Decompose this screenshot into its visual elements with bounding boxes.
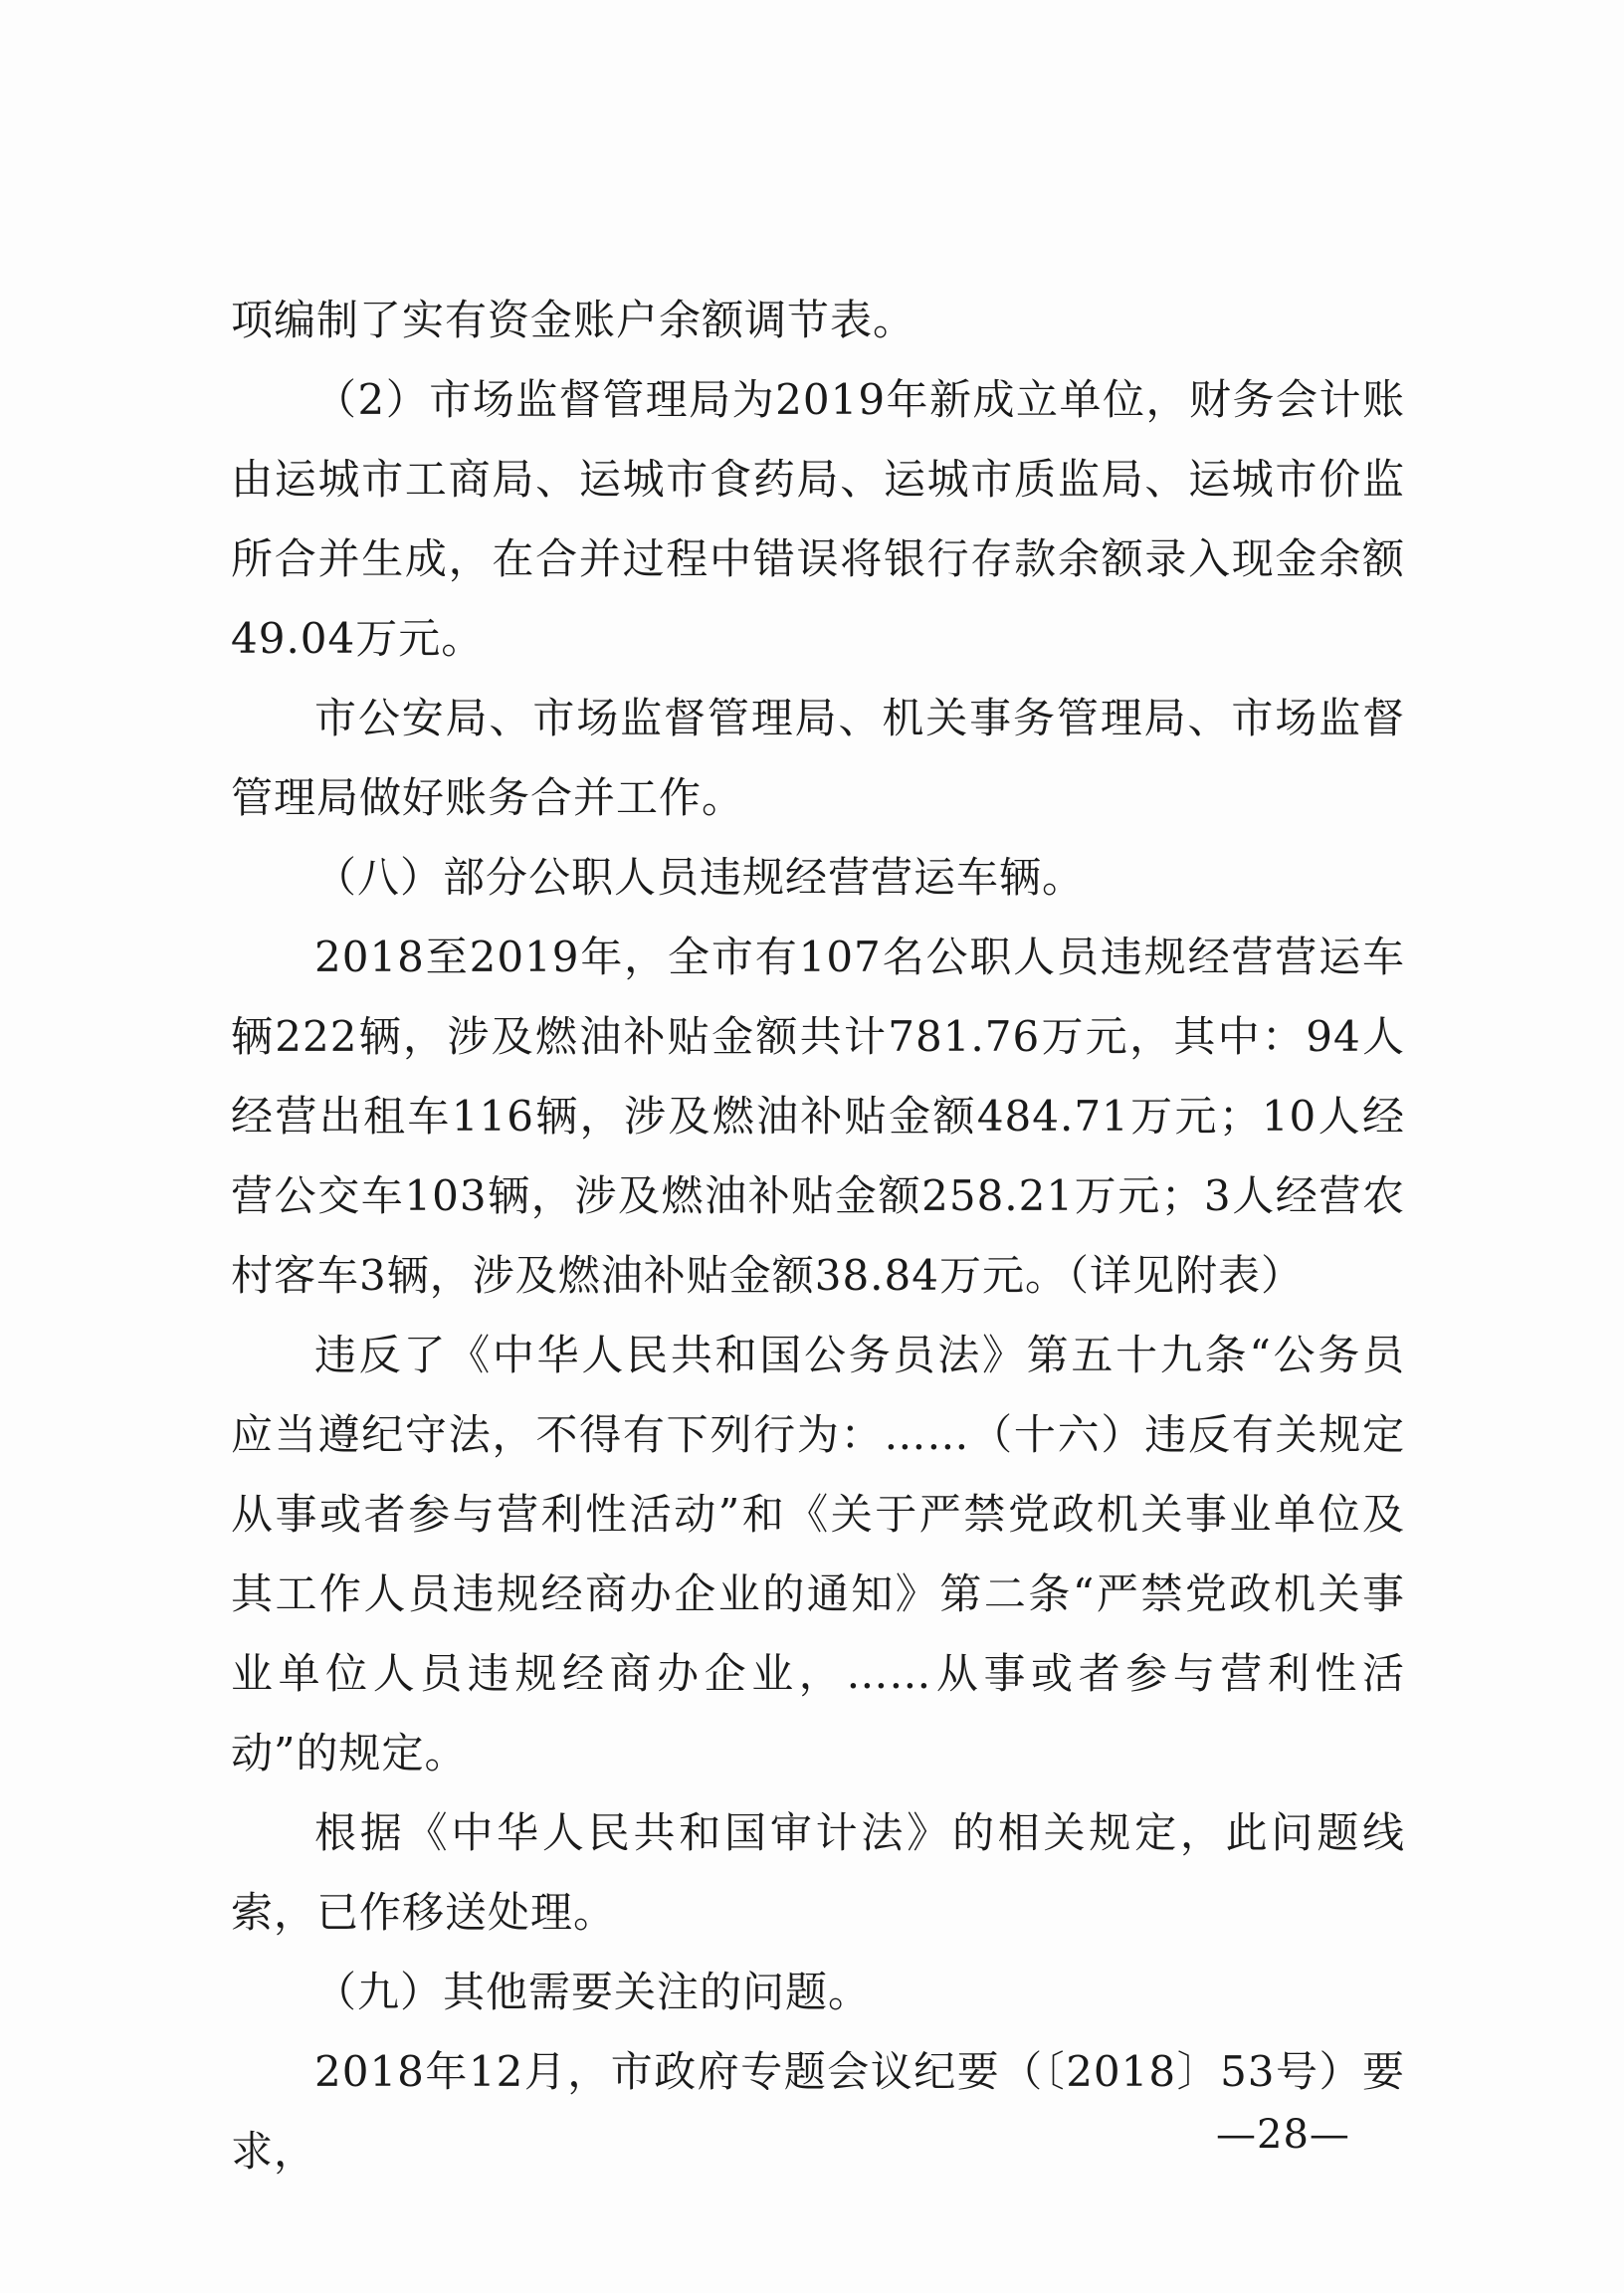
paragraph-continuation: 项编制了实有资金账户余额调节表。 — [231, 296, 916, 344]
paragraph-account-merger-requirement: 市公安局、市场监督管理局、机关事务管理局、市场监督管理局做好账务合并工作。 — [231, 694, 1405, 822]
paragraph-legal-violation: 违反了《中华人民共和国公务员法》第五十九条“公务员应当遵纪守法，不得有下列行为：……（十六）违反有关规定从事或者参与营利性活动”和《关于严禁党政机关事业单位及其工作人员违规经商办企业的通知》第二条“严禁党政机关事业单位人员违规经商办企业，……从事或者参与营利性活动”的规定。 — [231, 1331, 1405, 1777]
paragraph-meeting-minutes: 2018年12月，市政府专题会议纪要（〔2018〕53号）要求， — [231, 2047, 1405, 2176]
paragraph-market-supervision-accounts: （2）市场监督管理局为2019年新成立单位，财务会计账由运城市工商局、运城市食药局、运城市质监局、运城市价监所合并生成，在合并过程中错误将银行存款余额录入现金余额49.04万元。 — [231, 375, 1405, 663]
document-body — [231, 281, 1405, 2191]
page-number: —28— — [1216, 2112, 1350, 2158]
paragraph-referral: 根据《中华人民共和国审计法》的相关规定，此问题线索，已作移送处理。 — [231, 1808, 1405, 1937]
section-heading-8: （八）部分公职人员违规经营营运车辆。 — [314, 853, 1086, 902]
paragraph-vehicle-statistics: 2018至2019年，全市有107名公职人员违规经营营运车辆222辆，涉及燃油补贴金额共计781.76万元，其中：94人经营出租车116辆，涉及燃油补贴金额484.71万元；10人经营公交车103辆，涉及燃油补贴金额258.21万元；3人经营农村客车3辆，涉及燃油补贴金额38.84万元。（详见附表） — [231, 933, 1405, 1300]
section-heading-9: （九）其他需要关注的问题。 — [314, 1968, 872, 2016]
